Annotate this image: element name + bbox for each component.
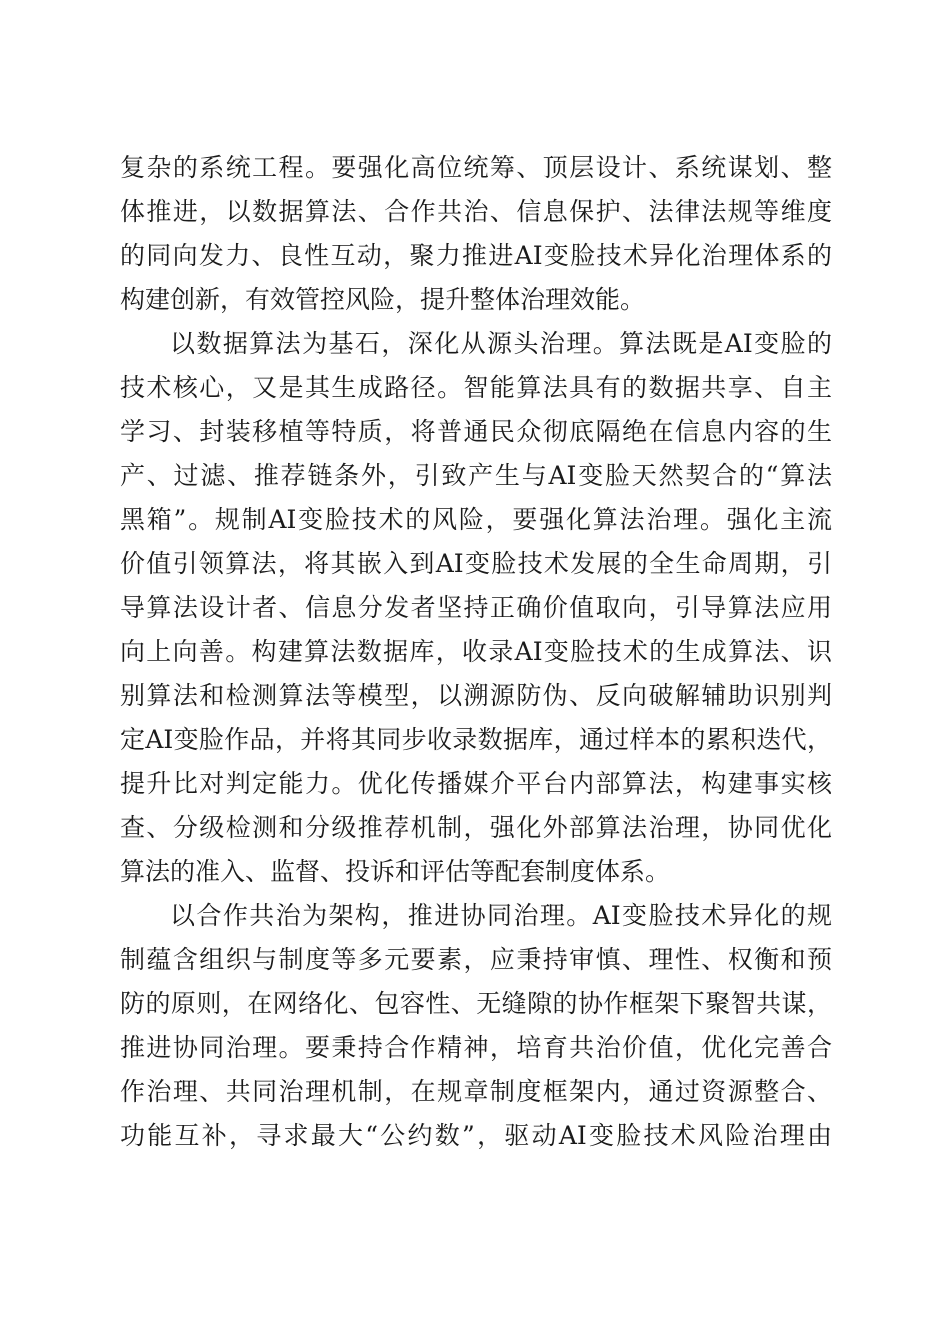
text-line: 算法的准入、监督、投诉和评估等配套制度体系。 [120, 857, 671, 886]
text-line: 黑箱”。规制AI变脸技术的风险，要强化算法治理。强化主流 [120, 505, 832, 534]
text-line: 提升比对判定能力。优化传播媒介平台内部算法，构建事实核 [120, 769, 832, 798]
text-line: 产、过滤、推荐链条外，引致产生与AI变脸天然契合的“算法 [120, 461, 832, 490]
text-line: 构建创新，有效管控风险，提升整体治理效能。 [120, 285, 646, 314]
text-line: 推进协同治理。要秉持合作精神，培育共治价值，优化完善合 [120, 1033, 832, 1062]
text-line: 制蕴含组织与制度等多元要素，应秉持审慎、理性、权衡和预 [120, 945, 832, 974]
text-line: 复杂的系统工程。要强化高位统筹、顶层设计、系统谋划、整 [120, 153, 832, 182]
text-line: 导算法设计者、信息分发者坚持正确价值取向，引导算法应用 [120, 593, 832, 622]
paragraph-collaborative-governance [120, 894, 832, 1158]
text-line: 学习、封装移植等特质，将普通民众彻底隔绝在信息内容的生 [120, 417, 832, 446]
paragraph-overall-governance [120, 146, 832, 322]
article-body [120, 146, 832, 1158]
text-line: 以数据算法为基石，深化从源头治理。算法既是AI变脸的 [170, 329, 832, 358]
text-line: 别算法和检测算法等模型，以溯源防伪、反向破解辅助识别判 [120, 681, 832, 710]
text-line: 查、分级检测和分级推荐机制，强化外部算法治理，协同优化 [120, 813, 832, 842]
text-line: 功能互补，寻求最大“公约数”，驱动AI变脸技术风险治理由 [120, 1121, 832, 1150]
paragraph-algorithm-governance [120, 322, 832, 894]
text-line: 价值引领算法，将其嵌入到AI变脸技术发展的全生命周期，引 [120, 549, 832, 578]
text-line: 向上向善。构建算法数据库，收录AI变脸技术的生成算法、识 [120, 637, 832, 666]
text-line: 作治理、共同治理机制，在规章制度框架内，通过资源整合、 [120, 1077, 832, 1106]
text-line: 的同向发力、良性互动，聚力推进AI变脸技术异化治理体系的 [120, 241, 832, 270]
text-line: 以合作共治为架构，推进协同治理。AI变脸技术异化的规 [170, 901, 832, 930]
text-line: 防的原则，在网络化、包容性、无缝隙的协作框架下聚智共谋， [120, 989, 832, 1018]
text-line: 技术核心，又是其生成路径。智能算法具有的数据共享、自主 [120, 373, 832, 402]
text-line: 定AI变脸作品，并将其同步收录数据库，通过样本的累积迭代， [120, 725, 832, 754]
text-line: 体推进，以数据算法、合作共治、信息保护、法律法规等维度 [120, 197, 832, 226]
